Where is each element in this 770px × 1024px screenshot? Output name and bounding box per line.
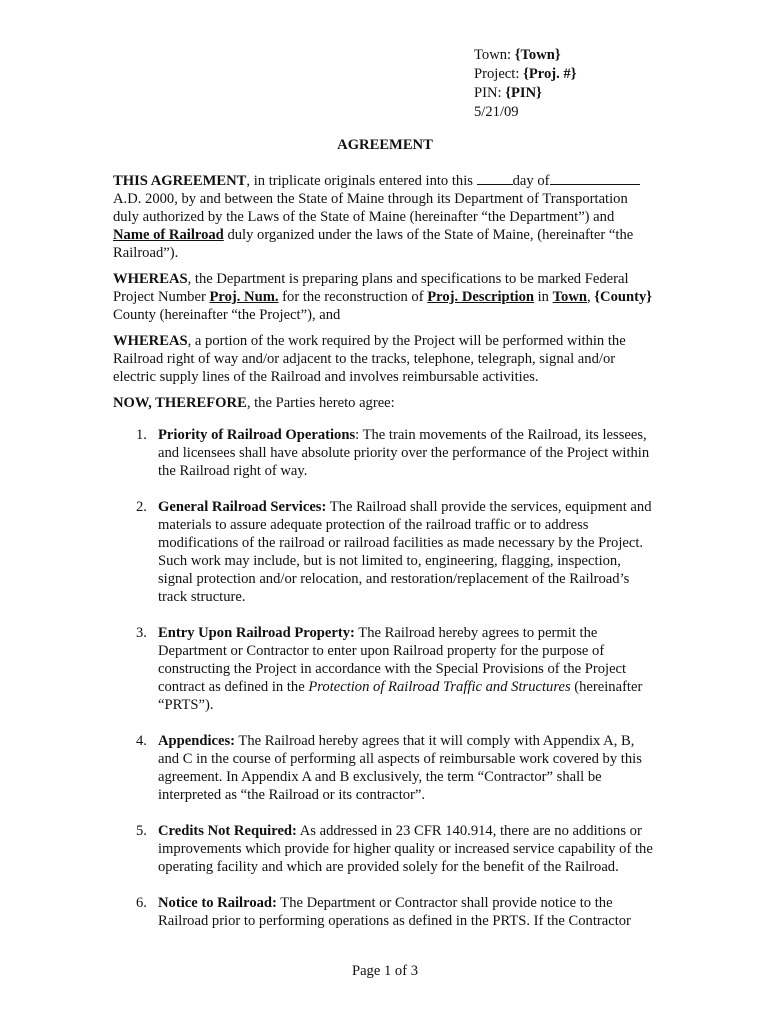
now-therefore-lead: NOW, THEREFORE — [113, 395, 247, 411]
intro-text-3: A.D. 2000, by and between the State of Maine through its Department of Transportation duly authorized by the Laws of the State of Maine (hereinafter “the Department”) and — [113, 191, 628, 225]
clause-number: 6. — [136, 895, 147, 911]
clause-number: 1. — [136, 427, 147, 443]
clause-number: 5. — [136, 823, 147, 839]
project-description: Proj. Description — [427, 289, 534, 305]
document-header — [474, 46, 734, 122]
whereas-lead-1: WHEREAS — [113, 271, 188, 287]
now-therefore-paragraph — [113, 394, 653, 412]
clause-text-tail: (hereinafter “PRTS”). — [158, 679, 643, 713]
clause-list — [113, 426, 653, 930]
project-county: {County} — [594, 289, 653, 305]
project-line — [474, 65, 734, 84]
town-line — [474, 46, 734, 65]
clause-item — [113, 624, 653, 714]
whereas1-text-2: for the reconstruction of — [278, 289, 428, 305]
whereas1-text-3: in — [533, 289, 553, 305]
clause-text: As addressed in 23 CFR 140.914, there are no additions or improvements which provide for higher quality or increased service capability of the operating facility and which are provided solely for the benefit of the Railroad. — [158, 823, 653, 875]
clause-text: The Railroad hereby agrees that it will comply with Appendix A, B, and C in the course of performing all aspects of reimbursable work covered by this agreement. In Appendix A and B exclusively, the term “Contractor” shall be interpreted as “the Railroad or its contractor”. — [158, 733, 642, 803]
now-therefore-text: , the Parties hereto agree: — [246, 395, 395, 411]
clause-heading: Appendices: — [158, 733, 236, 749]
intro-text-4: duly organized under the laws of the State of Maine, (hereinafter “the Railroad”). — [113, 227, 634, 261]
whereas1-text-1: , the Department is preparing plans and specifications to be marked Federal Project Number — [113, 271, 629, 305]
clause-heading: Priority of Railroad Operations — [158, 427, 356, 443]
town-value: {Town} — [514, 47, 561, 63]
intro-paragraph — [113, 172, 653, 262]
clause-item — [113, 732, 653, 804]
railroad-name: Name of Railroad — [113, 227, 224, 243]
clause-item — [113, 426, 653, 480]
clause-heading: General Railroad Services: — [158, 499, 327, 515]
clause-text: The Department or Contractor shall provide notice to the Railroad prior to performing operations as defined in the PRTS. If the Contractor — [158, 895, 631, 929]
clause-heading: Notice to Railroad: — [158, 895, 277, 911]
project-number: Proj. Num. — [209, 289, 279, 305]
day-blank — [477, 172, 513, 185]
document-title: AGREEMENT — [337, 137, 433, 153]
whereas1-text-4: , — [587, 289, 595, 305]
project-label: Project: — [474, 66, 520, 82]
month-blank — [550, 172, 640, 185]
clause-text: : The train movements of the Railroad, its lessees, and licensees shall have absolute priority over the performance of the Project within the Railroad right of way. — [158, 427, 650, 479]
whereas-paragraph-1 — [113, 270, 653, 324]
pin-label: PIN: — [474, 85, 502, 101]
clause-number: 3. — [136, 625, 147, 641]
pin-line — [474, 84, 734, 103]
clause-number: 2. — [136, 499, 147, 515]
page-number: Page 1 of 3 — [351, 963, 419, 979]
clause-item — [113, 822, 653, 876]
clause-text: The Railroad hereby agrees to permit the Department or Contractor to enter upon Railroad property for the purpose of constructing the Project in accordance with the Special Provisions of the Project contract as defined in the — [158, 625, 627, 695]
intro-text-2: day of — [512, 173, 550, 189]
project-value: {Proj. #} — [523, 66, 577, 82]
town-label: Town: — [474, 47, 512, 63]
whereas2-text: , a portion of the work required by the Project will be performed within the Railroad right of way and/or adjacent to the tracks, telephone, telegraph, signal and/or electric supply lines of the Railroad and involves reimbursable activities. — [113, 333, 626, 385]
whereas-paragraph-2 — [113, 332, 653, 386]
intro-text-1: , in triplicate originals entered into this — [246, 173, 477, 189]
whereas-lead-2: WHEREAS — [113, 333, 188, 349]
clause-heading: Credits Not Required: — [158, 823, 297, 839]
whereas1-text-5: County (hereinafter “the Project”), and — [113, 307, 341, 323]
project-town: Town — [552, 289, 587, 305]
clause-item — [113, 498, 653, 606]
document-date: 5/21/09 — [474, 104, 519, 120]
clause-text: The Railroad shall provide the services, equipment and materials to assure adequate protection of the railroad traffic or to address modifications of the railroad or railroad facilities as made necessary by the Project. Such work may include, but is not limited to, engineering, flagging, inspection, signal protection and/or relocation, and restoration/replacement of the Railroad’s track structure. — [158, 499, 652, 605]
clause-italic-title: Protection of Railroad Traffic and Structures — [308, 679, 571, 695]
clause-item — [113, 894, 653, 930]
intro-lead: THIS AGREEMENT — [113, 173, 247, 189]
document-body — [113, 172, 653, 948]
clause-number: 4. — [136, 733, 147, 749]
pin-value: {PIN} — [505, 85, 542, 101]
clause-heading: Entry Upon Railroad Property: — [158, 625, 355, 641]
